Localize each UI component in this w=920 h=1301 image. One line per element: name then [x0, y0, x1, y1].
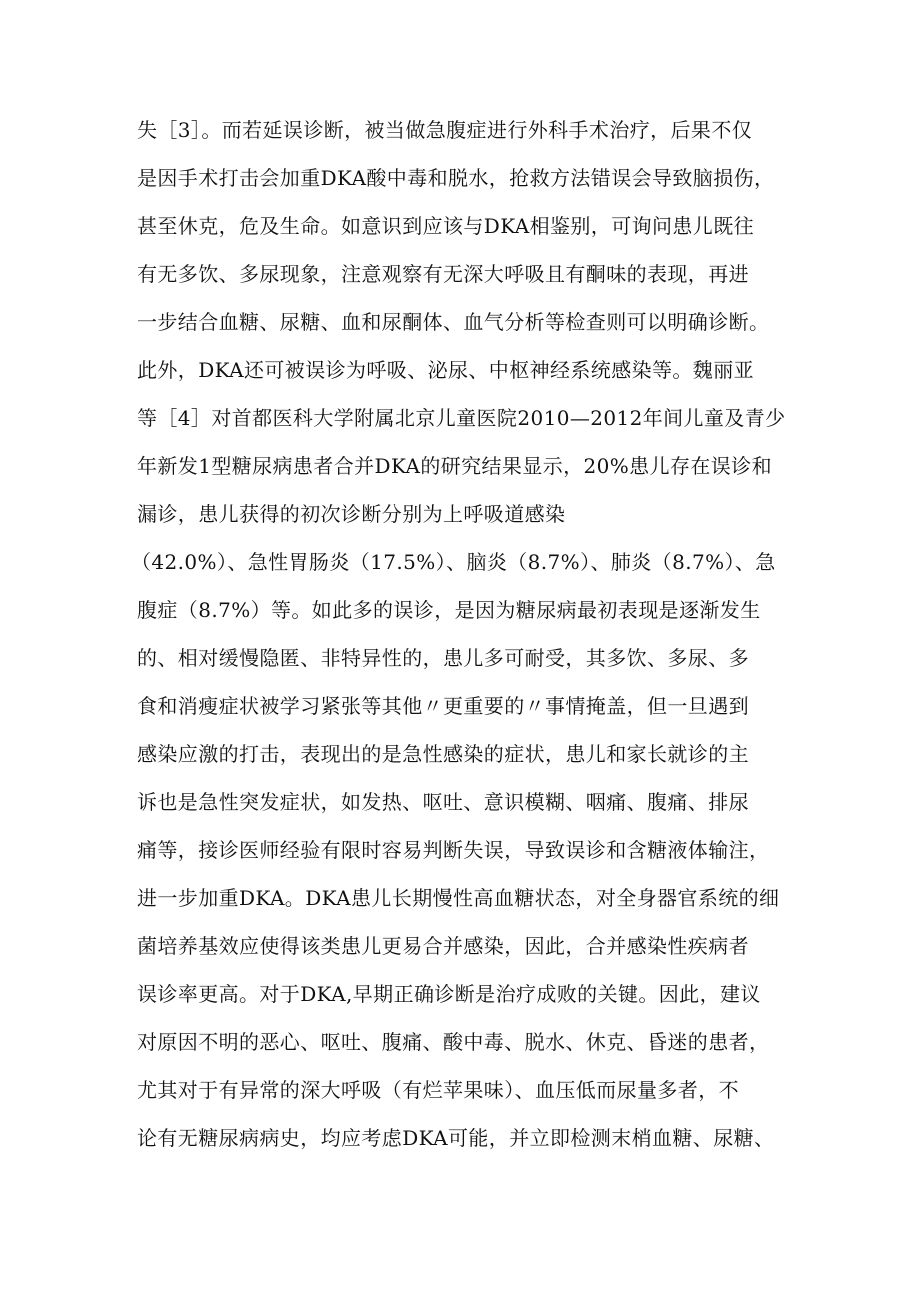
text-line: 有无多饮、多尿现象，注意观察有无深大呼吸且有酮味的表现，再进: [137, 262, 749, 286]
body-text: [131, 106, 797, 1162]
text-line: 菌培养基效应使得该类患儿更易合并感染，因此，合并感染性疾病者: [137, 934, 749, 958]
text-line: 一步结合血糖、尿糖、血和尿酮体、血气分析等检查则可以明确诊断。: [137, 310, 770, 334]
text-line: 尤其对于有异常的深大呼吸（有烂苹果味）、血压低而尿量多者，不: [137, 1078, 739, 1102]
text-line: 的、相对缓慢隐匿、非特异性的，患儿多可耐受，其多饮、多尿、多: [137, 646, 749, 670]
text-line: 对原因不明的恶心、呕吐、腹痛、酸中毒、脱水、休克、昏迷的患者，: [137, 1030, 770, 1054]
text-line: 是因手术打击会加重DKA酸中毒和脱水，抢救方法错误会导致脑损伤，: [137, 166, 775, 190]
text-line: 感染应激的打击，表现出的是急性感染的症状，患儿和家长就诊的主: [137, 742, 749, 766]
text-line: 痛等，接诊医师经验有限时容易判断失误，导致误诊和含糖液体输注，: [137, 838, 770, 862]
text-line: （42.0%）、急性胃肠炎（17.5%）、脑炎（8.7%）、肺炎（8.7%）、急: [131, 550, 776, 574]
text-line: 诉也是急性突发症状，如发热、呕吐、意识模糊、咽痛、腹痛、排尿: [137, 790, 749, 814]
text-line: 等［4］对首都医科大学附属北京儿童医院2010—2012年间儿童及青少: [137, 406, 786, 430]
text-line: 此外，DKA还可被误诊为呼吸、泌尿、中枢神经系统感染等。魏丽亚: [137, 358, 755, 382]
text-line: 甚至休克，危及生命。如意识到应该与DKA相鉴别，可询问患儿既往: [137, 214, 755, 238]
text-line: 进一步加重DKA。DKA患儿长期慢性高血糖状态，对全身器官系统的细: [137, 886, 780, 910]
text-line: 年新发1型糖尿病患者合并DKA的研究结果显示，20%患儿存在误诊和: [137, 454, 772, 478]
text-line: 食和消瘦症状被学习紧张等其他〃更重要的〃事情掩盖，但一旦遇到: [137, 694, 749, 718]
text-line: 腹症（8.7%）等。如此多的误诊，是因为糖尿病最初表现是逐渐发生: [137, 598, 761, 622]
text-line: 误诊率更高。对于DKA,早期正确诊断是治疗成败的关键。因此，建议: [137, 982, 761, 1006]
text-line: 论有无糖尿病病史，均应考虑DKA可能，并立即检测末梢血糖、尿糖、: [137, 1126, 775, 1150]
text-line: 漏诊，患儿获得的初次诊断分别为上呼吸道感染: [137, 502, 566, 526]
text-line: 失［3］。而若延误诊断，被当做急腹症进行外科手术治疗，后果不仅: [137, 118, 753, 142]
